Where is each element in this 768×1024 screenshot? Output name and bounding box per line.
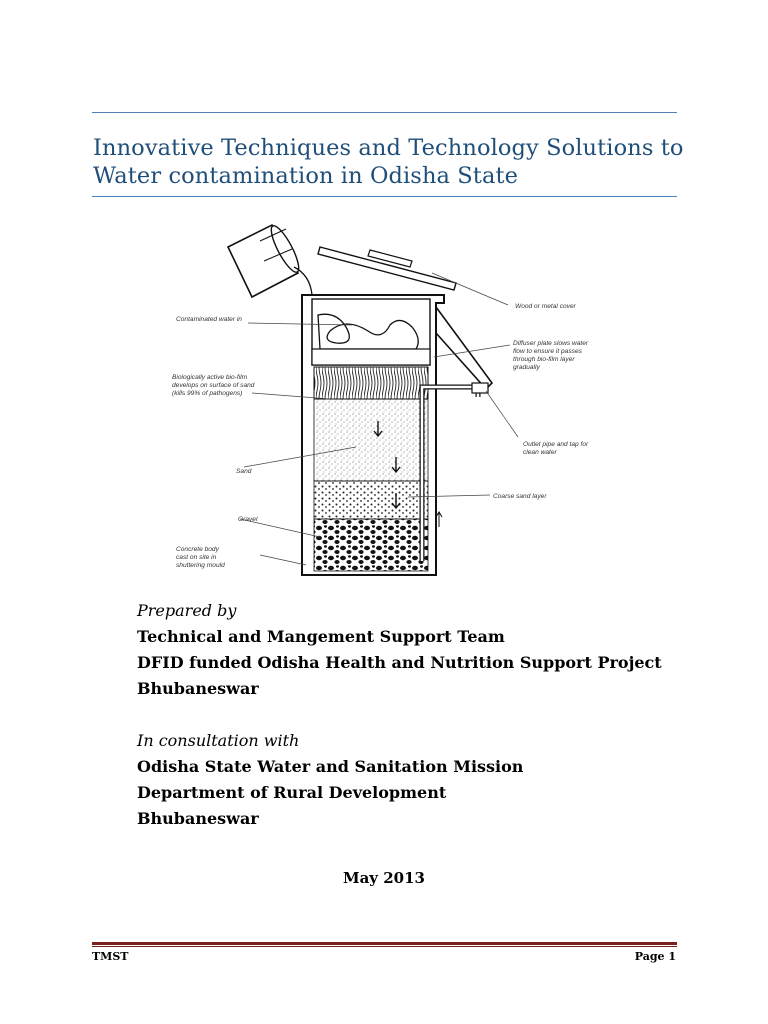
title-line-2: Water contamination in Odisha State — [93, 163, 519, 189]
document-title — [93, 134, 693, 190]
label-coarse-sand: Coarse sand layer — [493, 493, 547, 500]
title-top-rule — [92, 112, 677, 113]
label-biofilm-3: (kills 99% of pathogens) — [172, 390, 243, 397]
label-concrete-1: Concrete body — [176, 546, 219, 553]
consultation-line: Department of Rural Development — [137, 783, 447, 802]
label-concrete-3: shuttering mould — [176, 562, 225, 569]
label-wood-cover: Wood or metal cover — [515, 303, 576, 310]
bucket-icon — [228, 223, 312, 323]
label-diffuser-4: gradually — [513, 364, 540, 371]
label-sand: Sand — [236, 468, 252, 475]
footer-org: TMST — [92, 950, 129, 963]
biosand-filter-diagram — [160, 215, 610, 590]
consultation-label: In consultation with — [137, 731, 300, 750]
label-biofilm-2: develops on surface of sand — [172, 382, 255, 389]
title-bottom-rule — [92, 196, 677, 197]
prepared-by-line: DFID funded Odisha Health and Nutrition Support Project — [137, 653, 662, 672]
label-contaminated-water: Contaminated water in — [176, 316, 242, 323]
label-gravel: Gravel — [238, 516, 258, 523]
title-line-1: Innovative Techniques and Technology Solutions to — [93, 135, 684, 161]
footer-rule-thin — [92, 946, 677, 947]
prepared-by-line: Bhubaneswar — [137, 679, 259, 698]
lid-icon — [318, 247, 456, 290]
prepared-by-line: Technical and Mangement Support Team — [137, 627, 505, 646]
label-diffuser-3: through bio-film layer — [513, 356, 575, 363]
label-concrete-2: cast on site in — [176, 554, 217, 561]
prepared-by-section — [137, 598, 662, 702]
filter-body — [302, 295, 492, 575]
footer-rule — [92, 942, 677, 945]
label-diffuser-1: Diffuser plate slows water — [513, 340, 589, 347]
consultation-line: Bhubaneswar — [137, 809, 259, 828]
label-outlet-2: clean water — [523, 449, 557, 456]
consultation-section — [137, 728, 523, 832]
footer-page-number: Page 1 — [634, 950, 676, 963]
consultation-line: Odisha State Water and Sanitation Mission — [137, 757, 524, 776]
document-date: May 2013 — [342, 869, 425, 887]
prepared-by-label: Prepared by — [137, 601, 237, 620]
label-outlet-1: Outlet pipe and tap for — [523, 441, 589, 448]
label-diffuser-2: flow to ensure it passes — [513, 348, 582, 355]
label-biofilm-1: Biologically active bio-film — [172, 374, 248, 381]
